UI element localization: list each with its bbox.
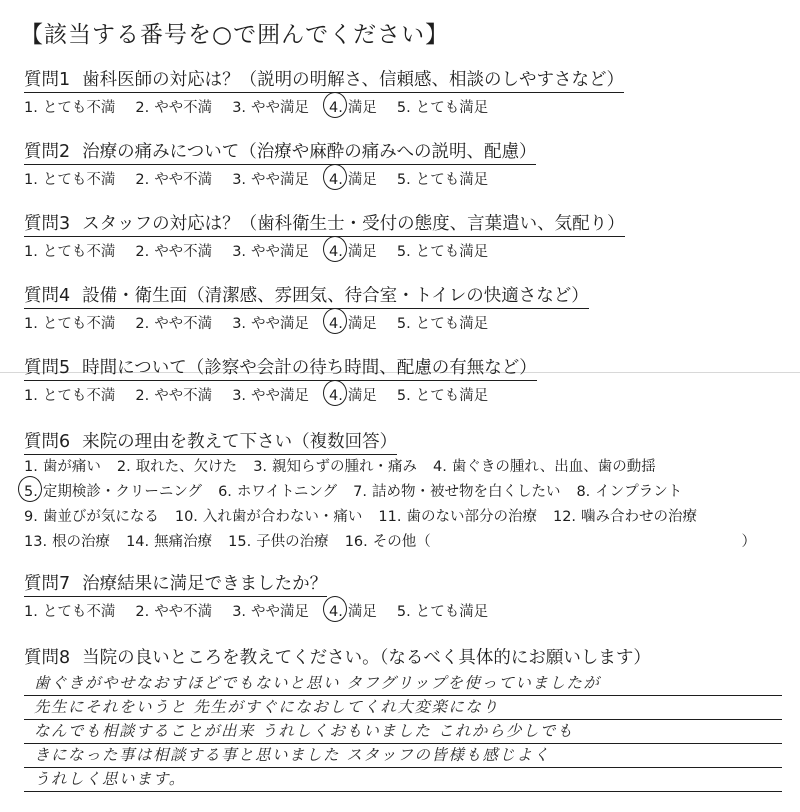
question-text: スタッフの対応は？（歯科衛生士・受付の態度、言葉遣い、気配り） xyxy=(82,214,625,234)
option-number: 2. xyxy=(135,172,150,188)
handwritten-text: きになった事は相談する事と思いました スタッフの皆様も感じよく xyxy=(34,746,551,764)
reason-option[interactable] xyxy=(345,530,431,555)
option-number: 3. xyxy=(253,459,268,475)
handwritten-text: なんでも相談することが出来 うれしくおもいました これから少しでも xyxy=(34,722,574,740)
option-label: 満足 xyxy=(347,172,377,188)
rating-option[interactable] xyxy=(232,240,309,261)
answer-line xyxy=(24,768,782,792)
rating-option[interactable] xyxy=(397,240,488,261)
option-number: 8. xyxy=(576,484,591,500)
option-label: やや満足 xyxy=(251,100,310,116)
handwritten-text: 先生にそれをいうと 先生がすぐになおしてくれ大変楽になり xyxy=(34,698,500,716)
reason-option[interactable] xyxy=(175,505,363,530)
answer-line xyxy=(24,744,782,768)
option-label: やや不満 xyxy=(154,316,213,332)
option-label: とても不満 xyxy=(42,316,116,332)
question-title xyxy=(24,282,589,309)
option-label: やや満足 xyxy=(251,388,310,404)
option-number: 2. xyxy=(135,316,150,332)
rating-option[interactable] xyxy=(397,384,488,405)
rating-option[interactable] xyxy=(24,168,115,189)
option-label: とても不満 xyxy=(42,388,116,404)
option-number: 12. xyxy=(552,509,577,525)
rating-option[interactable] xyxy=(24,600,115,621)
option-label: やや満足 xyxy=(251,316,310,332)
option-row xyxy=(24,530,784,555)
option-label: とても満足 xyxy=(415,388,489,404)
option-label: 噛み合わせの治療 xyxy=(581,509,698,525)
question-6 xyxy=(24,428,784,555)
rating-option[interactable] xyxy=(24,312,115,333)
option-number: 5. xyxy=(396,388,411,404)
option-number: 1. xyxy=(24,604,38,620)
rating-option[interactable] xyxy=(397,312,488,333)
rating-option[interactable] xyxy=(24,240,115,261)
reason-option[interactable] xyxy=(218,480,337,505)
question-title xyxy=(24,354,537,381)
rating-option[interactable] xyxy=(397,96,488,117)
option-label: 子供の治療 xyxy=(256,534,329,550)
option-label: 親知らずの腫れ・痛み xyxy=(272,459,418,475)
option-label: 入れ歯が合わない・痛い xyxy=(202,509,363,525)
question-number: 質問8 xyxy=(24,648,71,668)
option-number: 1. xyxy=(24,244,38,260)
instruction-header: 【該当する番号を○で囲んでください】 xyxy=(20,22,450,48)
option-label: とても満足 xyxy=(415,100,489,116)
option-label: その他（ xyxy=(372,534,431,550)
question-7 xyxy=(24,570,784,621)
reason-option[interactable] xyxy=(126,530,212,555)
reason-option[interactable] xyxy=(433,455,656,480)
rating-options xyxy=(24,312,784,333)
option-label: 満足 xyxy=(347,388,377,404)
option-number: 5. xyxy=(396,244,411,260)
rating-options xyxy=(24,96,784,117)
rating-option[interactable] xyxy=(135,312,212,333)
question-number: 質問2 xyxy=(24,142,71,162)
option-label: やや満足 xyxy=(251,172,310,188)
option-label: インプラント xyxy=(595,484,683,500)
option-number: 3. xyxy=(232,100,247,116)
option-number: 4. xyxy=(329,100,343,116)
rating-option[interactable] xyxy=(329,600,377,621)
reason-option[interactable] xyxy=(553,505,697,530)
rating-option[interactable] xyxy=(232,384,309,405)
handwritten-text: うれしく思います。 xyxy=(34,770,186,788)
question-3 xyxy=(24,210,784,261)
reason-option[interactable] xyxy=(117,455,237,480)
option-number: 3. xyxy=(232,316,247,332)
option-number: 2. xyxy=(135,100,150,116)
question-4 xyxy=(24,282,784,333)
question-title xyxy=(24,570,327,597)
rating-option[interactable] xyxy=(135,240,212,261)
option-number: 5. xyxy=(24,484,38,500)
reason-option[interactable] xyxy=(24,455,101,480)
question-text: 当院の良いところを教えてください。（なるべく具体的にお願いします） xyxy=(82,648,651,668)
question-text: 治療結果に満足できましたか？ xyxy=(82,574,328,594)
option-label: 歯ぐきの腫れ、出血、歯の動揺 xyxy=(451,459,656,475)
option-label: やや不満 xyxy=(154,244,213,260)
reason-option[interactable] xyxy=(576,480,682,505)
q6-options xyxy=(24,455,784,555)
option-number: 2. xyxy=(116,459,131,475)
option-number: 3. xyxy=(232,604,247,620)
question-text: 時間について（診察や会計の待ち時間、配慮の有無など） xyxy=(82,358,537,378)
answer-line xyxy=(24,720,782,744)
option-number: 4. xyxy=(329,172,343,188)
option-label: やや不満 xyxy=(154,388,213,404)
option-label: とても満足 xyxy=(415,172,489,188)
option-number: 5. xyxy=(396,604,411,620)
option-label: 歯並びが気になる xyxy=(42,509,159,525)
rating-option[interactable] xyxy=(329,384,377,405)
question-5 xyxy=(24,354,784,405)
option-number: 2. xyxy=(135,388,150,404)
option-label: やや不満 xyxy=(154,100,213,116)
option-number: 16. xyxy=(344,534,368,550)
option-number: 4. xyxy=(329,388,343,404)
rating-option[interactable] xyxy=(232,168,309,189)
rating-options xyxy=(24,600,784,621)
option-label: 定期検診・クリーニング xyxy=(42,484,203,500)
question-text: 設備・衛生面（清潔感、雰囲気、待合室・トイレの快適さなど） xyxy=(82,286,589,306)
option-row xyxy=(24,480,784,505)
option-number: 3. xyxy=(232,172,247,188)
reason-option[interactable] xyxy=(353,480,560,505)
option-number: 1. xyxy=(24,459,38,475)
option-label: 無痛治療 xyxy=(154,534,213,550)
option-number: 9. xyxy=(24,509,38,525)
option-label: 満足 xyxy=(347,100,377,116)
rating-option[interactable] xyxy=(24,96,115,117)
question-title xyxy=(24,428,397,455)
option-number: 4. xyxy=(329,244,343,260)
rating-option[interactable] xyxy=(329,96,377,117)
rating-option[interactable] xyxy=(232,96,309,117)
other-close-paren: ） xyxy=(741,534,756,550)
rating-option[interactable] xyxy=(24,384,115,405)
option-number: 5. xyxy=(396,100,411,116)
rating-option[interactable] xyxy=(329,168,377,189)
option-label: とても不満 xyxy=(42,244,116,260)
option-number: 11. xyxy=(378,509,402,525)
question-number: 質問3 xyxy=(24,214,71,234)
question-title xyxy=(24,138,536,165)
option-label: やや満足 xyxy=(251,244,310,260)
handwritten-answer xyxy=(24,672,782,792)
option-number: 15. xyxy=(228,534,252,550)
option-number: 4. xyxy=(329,604,343,620)
question-number: 質問7 xyxy=(24,574,71,594)
option-label: とても不満 xyxy=(42,100,116,116)
handwritten-text: 歯ぐきがやせなおすほどでもないと思い タフグリップを使っていましたが xyxy=(34,674,601,692)
question-title xyxy=(24,210,625,237)
option-label: 詰め物・被せ物を白くしたい xyxy=(371,484,561,500)
question-number: 質問5 xyxy=(24,358,71,378)
question-number: 質問1 xyxy=(24,70,71,90)
option-number: 1. xyxy=(24,172,38,188)
option-label: ホワイトニング xyxy=(236,484,338,500)
option-number: 2. xyxy=(135,244,150,260)
option-number: 4. xyxy=(433,459,447,475)
option-label: とても不満 xyxy=(42,172,116,188)
option-label: 根の治療 xyxy=(52,534,111,550)
option-number: 6. xyxy=(218,484,232,500)
option-label: とても満足 xyxy=(415,604,489,620)
rating-options xyxy=(24,240,784,261)
rating-option[interactable] xyxy=(135,96,212,117)
rating-options xyxy=(24,384,784,405)
option-number: 3. xyxy=(232,244,247,260)
option-label: とても満足 xyxy=(415,244,489,260)
option-number: 1. xyxy=(24,388,38,404)
question-2 xyxy=(24,138,784,189)
answer-line xyxy=(24,672,782,696)
rating-option[interactable] xyxy=(135,168,212,189)
question-title xyxy=(24,66,624,93)
reason-option[interactable] xyxy=(228,530,329,555)
option-label: 満足 xyxy=(347,244,377,260)
option-label: 歯のない部分の治療 xyxy=(406,509,537,525)
question-8 xyxy=(24,644,784,670)
option-label: とても不満 xyxy=(42,604,116,620)
question-number: 質問4 xyxy=(24,286,71,306)
reason-option[interactable] xyxy=(24,505,159,530)
rating-option[interactable] xyxy=(397,600,488,621)
option-label: やや不満 xyxy=(154,604,213,620)
option-number: 10. xyxy=(174,509,198,525)
option-number: 3. xyxy=(232,388,247,404)
option-number: 2. xyxy=(135,604,150,620)
rating-option[interactable] xyxy=(135,600,212,621)
option-label: 満足 xyxy=(347,604,377,620)
rating-option[interactable] xyxy=(232,600,309,621)
reason-option[interactable] xyxy=(378,505,537,530)
rating-option[interactable] xyxy=(397,168,488,189)
rating-option[interactable] xyxy=(232,312,309,333)
option-label: 歯が痛い xyxy=(42,459,101,475)
rating-option[interactable] xyxy=(329,240,377,261)
option-number: 1. xyxy=(24,316,38,332)
option-label: やや満足 xyxy=(251,604,310,620)
question-1 xyxy=(24,66,784,117)
reason-option[interactable] xyxy=(24,530,110,555)
question-number: 質問6 xyxy=(24,432,71,452)
question-text: 治療の痛みについて（治療や麻酔の痛みへの説明、配慮） xyxy=(82,142,537,162)
option-label: やや不満 xyxy=(154,172,213,188)
answer-line xyxy=(24,696,782,720)
question-text: 来院の理由を教えて下さい（複数回答） xyxy=(82,432,398,452)
rating-options xyxy=(24,168,784,189)
option-row xyxy=(24,505,784,530)
option-label: とても満足 xyxy=(415,316,489,332)
option-number: 5. xyxy=(396,172,411,188)
question-title xyxy=(24,644,651,670)
option-number: 4. xyxy=(329,316,343,332)
option-number: 1. xyxy=(24,100,38,116)
reason-option[interactable] xyxy=(24,480,202,505)
option-label: 取れた、欠けた xyxy=(135,459,238,475)
option-number: 14. xyxy=(126,534,150,550)
rating-option[interactable] xyxy=(329,312,377,333)
question-text: 歯科医師の対応は？（説明の明解さ、信頼感、相談のしやすさなど） xyxy=(82,70,624,90)
option-row xyxy=(24,455,784,480)
option-number: 7. xyxy=(353,484,367,500)
option-number: 5. xyxy=(396,316,411,332)
rating-option[interactable] xyxy=(135,384,212,405)
reason-option[interactable] xyxy=(253,455,417,480)
option-label: 満足 xyxy=(347,316,377,332)
option-number: 13. xyxy=(24,534,48,550)
